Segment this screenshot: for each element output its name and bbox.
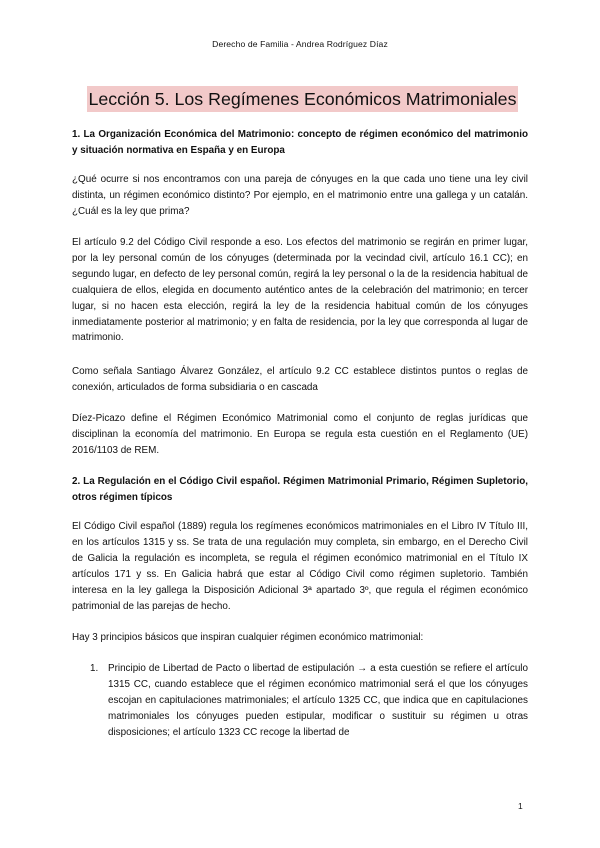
section-2-paragraph-1: El Código Civil español (1889) regula los regímenes económicos matrimoniales en el Libro IV Título III, en los artículos 1315 y ss. Se trata de una regulación muy completa, sin embargo, en el Derecho Civil de Galicia la regulación es incompleta, se regula el régimen económico matrimonial en el Título IX artículos 171 y ss. En Galicia habrá que estar al Código Civil como régimen supletorio. También interesa en la ley gallega la Disposición Adicional 3ª apartado 3º, que regula el régimen económico patrimonial de las parejas de hecho.	[72, 521, 528, 612]
section-1-paragraph-1: ¿Qué ocurre si nos encontramos con una pareja de cónyuges en la que cada uno tiene una ley civil distinta, un régimen económico distinto? Por ejemplo, en el matrimonio entre una gallega y un catalán. ¿Cuál es la ley que prima?	[72, 174, 528, 217]
section-1-paragraph-3: Como señala Santiago Álvarez González, el artículo 9.2 CC establece distintos puntos o reglas de conexión, articulados de forma subsidiaria o en cascada	[72, 366, 528, 393]
lesson-title: Lección 5. Los Regímenes Económicos Matrimoniales	[88, 89, 517, 109]
section-2-paragraph-2: Hay 3 principios básicos que inspiran cualquier régimen económico matrimonial:	[72, 632, 424, 643]
running-header: Derecho de Familia - Andrea Rodríguez Díaz	[212, 39, 388, 49]
section-1-paragraph-4: Díez-Picazo define el Régimen Económico Matrimonial como el conjunto de reglas jurídicas que disciplinan la economía del matrimonio. En Europa se regula esta cuestión en el Reglamento (UE) 2016/1103 de REM.	[72, 413, 528, 456]
list-item-number: 1.	[90, 663, 99, 674]
section-1-paragraph-2: El artículo 9.2 del Código Civil responde a eso. Los efectos del matrimonio se regirán en primer lugar, por la ley personal común de los cónyuges (determinada por la vecindad civil, artículo 16.1 CC); en segundo lugar, en defecto de ley personal común, regirá la ley personal o la de la residencia habitual de cualquiera de ellos, elegida en documento auténtico antes de la celebración del matrimonio; en tercer lugar, si no hacen esta elección, regirá la ley de la residencia habitual común de los cónyuges inmediatamente posterior al matrimonio; y en falta de residencia, por la ley que corresponda al lugar de matrimonio.	[72, 237, 528, 344]
page-number: 1	[518, 801, 523, 811]
section-1-heading: 1. La Organización Económica del Matrimonio: concepto de régimen económico del matrimonio y situación normativa en España y en Europa	[72, 129, 528, 156]
list-item-text: Principio de Libertad de Pacto o libertad de estipulación → a esta cuestión se refiere el artículo 1315 CC, cuando establece que el régimen económico matrimonial será el que los cónyuges escojan en capitulaciones matrimoniales; el artículo 1325 CC, que indica que en capitulaciones matrimoniales los cónyuges pueden estipular, modificar o sustituir su régimen u otras disposiciones; el artículo 1323 CC recoge la libertad de	[108, 663, 528, 738]
section-2-heading: 2. La Regulación en el Código Civil español. Régimen Matrimonial Primario, Régimen Supletorio, otros régimen típicos	[72, 476, 528, 503]
